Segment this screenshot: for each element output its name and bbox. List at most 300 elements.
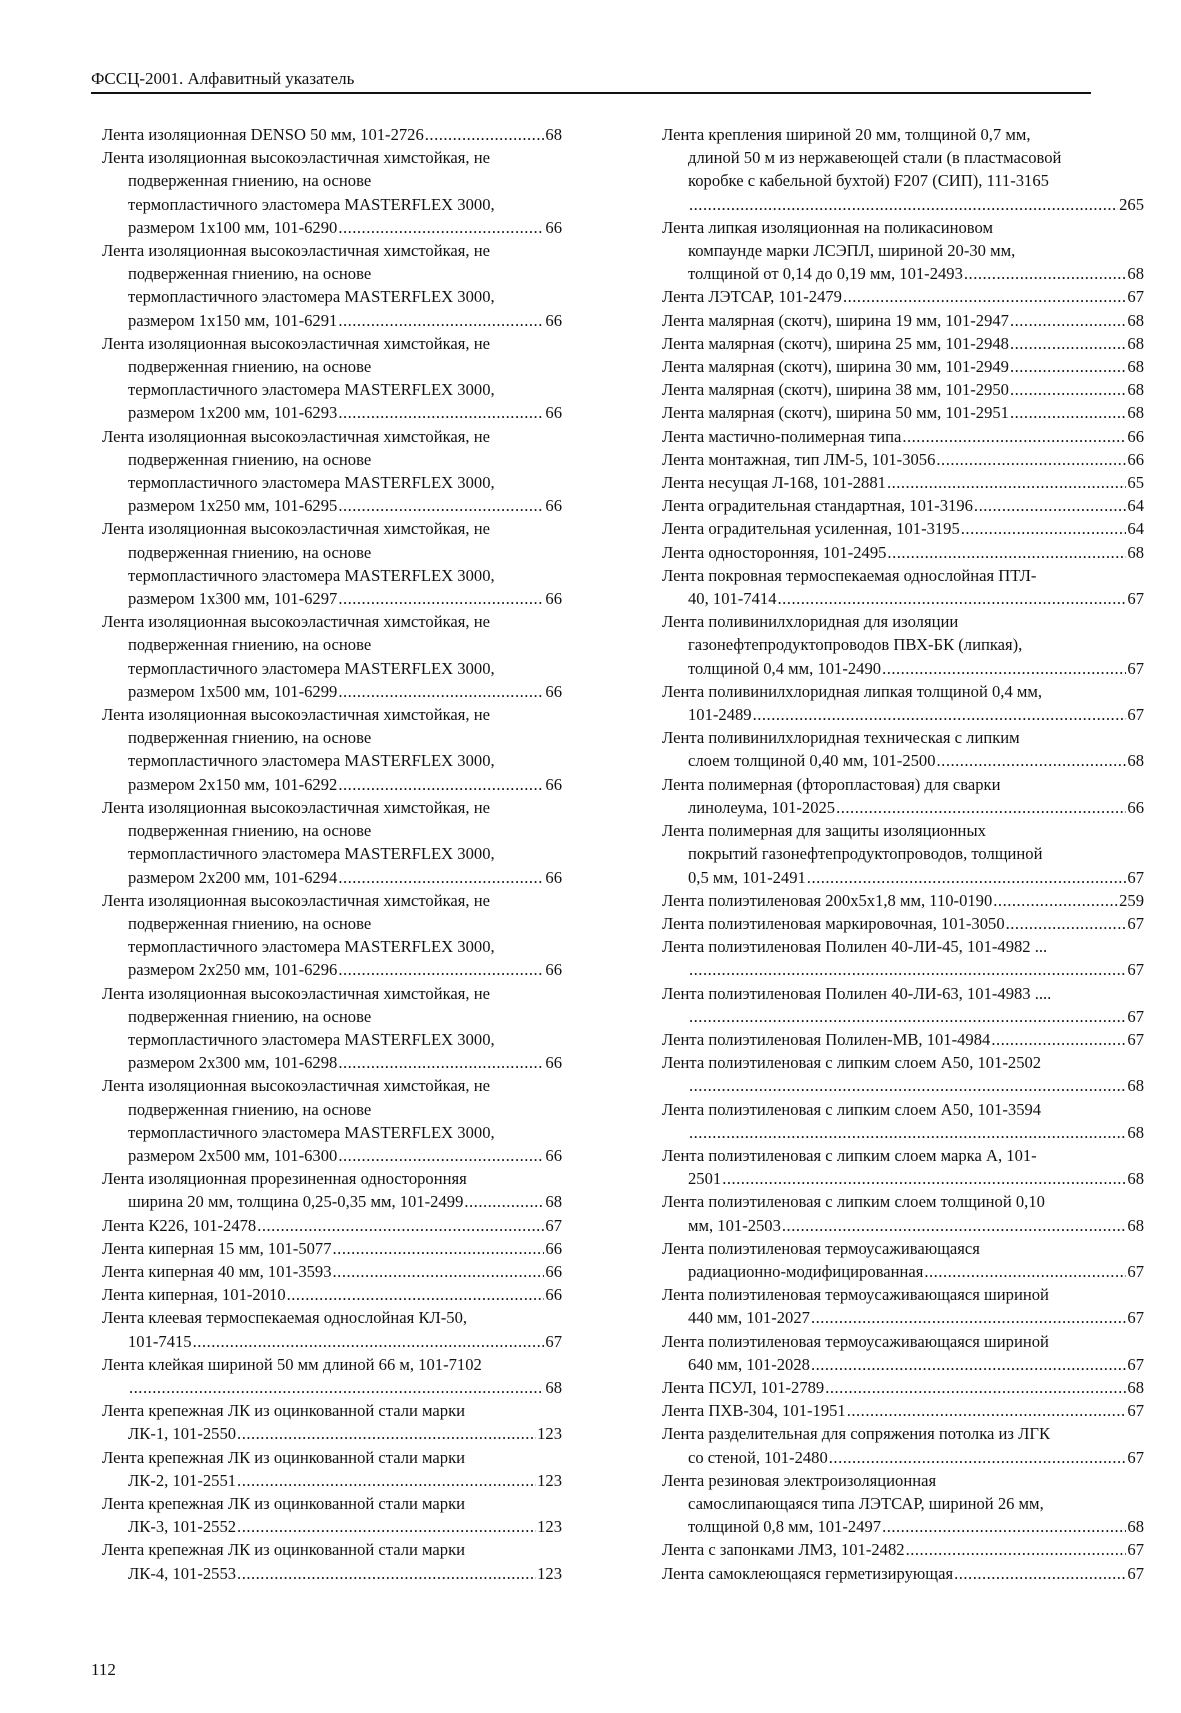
index-entry bbox=[662, 1051, 1144, 1097]
index-entry-text: Лента киперная 40 мм, 101-3593 bbox=[102, 1261, 332, 1281]
dot-leader bbox=[338, 1051, 544, 1074]
index-entry-text: мм, 101-2503 bbox=[688, 1215, 781, 1235]
index-entry-line bbox=[102, 1144, 562, 1167]
index-entry-text: Лента полиэтиленовая 200x5x1,8 мм, 110-0190 bbox=[662, 890, 993, 910]
index-column-left bbox=[102, 123, 562, 1585]
index-entry bbox=[662, 448, 1144, 471]
index-entry-page: 265 bbox=[1119, 194, 1144, 214]
index-entry-page: 123 bbox=[537, 1563, 562, 1583]
index-entry-page: 66 bbox=[545, 1053, 562, 1073]
index-entry-line bbox=[662, 1190, 1144, 1213]
index-entry-text: Лента малярная (скотч), ширина 25 мм, 101-2948 bbox=[662, 333, 1009, 353]
index-entry-line bbox=[102, 1214, 562, 1237]
dot-leader bbox=[425, 123, 545, 146]
index-entry-text: термопластичного эластомера MASTERFLEX 3000, bbox=[128, 937, 495, 957]
dot-leader bbox=[974, 494, 1126, 517]
index-entry-page: 68 bbox=[1127, 1169, 1144, 1189]
index-entry-text: Лента полиэтиленовая с липким слоем толщиной 0,10 bbox=[662, 1192, 1045, 1212]
index-entry bbox=[102, 239, 562, 332]
dot-leader bbox=[689, 1121, 1126, 1144]
dot-leader bbox=[338, 401, 544, 424]
index-entry-page: 68 bbox=[1127, 380, 1144, 400]
index-entry bbox=[102, 517, 562, 610]
index-entry-line bbox=[662, 169, 1144, 192]
index-entry-line bbox=[102, 1376, 562, 1399]
dot-leader bbox=[689, 193, 1118, 216]
index-entry-page: 67 bbox=[1127, 1029, 1144, 1049]
index-entry-line bbox=[102, 889, 562, 912]
index-entry-text: Лента полиэтиленовая с липким слоем А50, 101-2502 bbox=[662, 1053, 1042, 1073]
index-entry bbox=[662, 773, 1144, 819]
index-entry-line bbox=[662, 309, 1144, 332]
index-entry-line bbox=[662, 1492, 1144, 1515]
index-entry-page: 68 bbox=[1127, 1076, 1144, 1096]
index-entry-line bbox=[662, 610, 1144, 633]
index-entry-page: 67 bbox=[1127, 1006, 1144, 1026]
dot-leader bbox=[882, 1515, 1126, 1538]
index-entry-text: размером 2x250 мм, 101-6296 bbox=[128, 960, 338, 980]
index-entry-text: Лента полиэтиленовая Полилен 40-ЛИ-45, 101-4982 ... bbox=[662, 937, 1048, 957]
dot-leader bbox=[993, 889, 1118, 912]
index-entry-line bbox=[102, 796, 562, 819]
index-entry-text: ЛК-1, 101-2550 bbox=[128, 1424, 237, 1444]
index-entry-line bbox=[662, 1376, 1144, 1399]
dot-leader bbox=[1010, 309, 1126, 332]
index-entry-line bbox=[662, 958, 1144, 981]
index-entry bbox=[102, 889, 562, 982]
index-entry-text: Лента оградительная усиленная, 101-3195 bbox=[662, 519, 960, 539]
index-entry bbox=[102, 1074, 562, 1167]
index-entry-text: Лента ПСУЛ, 101-2789 bbox=[662, 1377, 825, 1397]
index-entry-line bbox=[102, 216, 562, 239]
index-entry-page: 67 bbox=[545, 1331, 562, 1351]
dot-leader bbox=[338, 1144, 544, 1167]
index-entry-line bbox=[102, 657, 562, 680]
index-entry-text: толщиной 0,8 мм, 101-2497 bbox=[688, 1517, 882, 1537]
index-entry bbox=[662, 541, 1144, 564]
index-entry-text: термопластичного эластомера MASTERFLEX 3000, bbox=[128, 194, 495, 214]
dot-leader bbox=[1010, 332, 1126, 355]
dot-leader bbox=[257, 1214, 544, 1237]
dot-leader bbox=[237, 1469, 536, 1492]
index-entry-line bbox=[662, 1330, 1144, 1353]
dot-leader bbox=[807, 866, 1127, 889]
index-entry-line bbox=[662, 564, 1144, 587]
index-entry-text: Лента киперная 15 мм, 101-5077 bbox=[102, 1238, 332, 1258]
index-entry-page: 66 bbox=[545, 774, 562, 794]
index-entry-text: Лента полиэтиленовая маркировочная, 101-3050 bbox=[662, 913, 1005, 933]
index-entry-line bbox=[102, 378, 562, 401]
index-entry-page: 66 bbox=[545, 403, 562, 423]
dot-leader bbox=[193, 1330, 545, 1353]
index-entry-page: 66 bbox=[545, 310, 562, 330]
dot-leader bbox=[782, 1214, 1127, 1237]
dot-leader bbox=[954, 1562, 1126, 1585]
index-entry-text: Лента односторонняя, 101-2495 bbox=[662, 542, 887, 562]
dot-leader bbox=[778, 587, 1127, 610]
index-entry-line bbox=[102, 1121, 562, 1144]
index-entry-line bbox=[102, 1005, 562, 1028]
index-entry bbox=[102, 1492, 562, 1538]
index-entry-line bbox=[662, 1237, 1144, 1260]
index-entry-page: 68 bbox=[1127, 751, 1144, 771]
index-entry-page: 67 bbox=[1127, 1354, 1144, 1374]
index-entry-line bbox=[662, 1144, 1144, 1167]
index-entry-line bbox=[662, 1353, 1144, 1376]
index-entry-text: длиной 50 м из нержавеющей стали (в пластмасовой bbox=[688, 148, 1062, 168]
index-entry-line bbox=[662, 146, 1144, 169]
index-entry bbox=[102, 332, 562, 425]
index-entry-page: 67 bbox=[1127, 589, 1144, 609]
index-entry-page: 67 bbox=[1127, 1540, 1144, 1560]
index-entry-text: термопластичного эластомера MASTERFLEX 3000, bbox=[128, 380, 495, 400]
dot-leader bbox=[338, 680, 544, 703]
index-entry-text: Лента поливинилхлоридная техническая с липким bbox=[662, 728, 1020, 748]
index-entry-text: Лента малярная (скотч), ширина 30 мм, 101-2949 bbox=[662, 357, 1009, 377]
index-entry-line bbox=[662, 193, 1144, 216]
index-entry-line bbox=[102, 309, 562, 332]
index-entry-text: Лента липкая изоляционная на поликасиновом bbox=[662, 217, 993, 237]
index-entry-line bbox=[662, 1469, 1144, 1492]
index-entry-line bbox=[662, 378, 1144, 401]
dot-leader bbox=[338, 773, 544, 796]
index-entry-text: Лента изоляционная высокоэластичная химстойкая, не bbox=[102, 705, 490, 725]
index-entry-text: Лента полиэтиленовая Полилен 40-ЛИ-63, 101-4983 .... bbox=[662, 983, 1052, 1003]
index-entry-line bbox=[102, 982, 562, 1005]
index-entry bbox=[102, 1446, 562, 1492]
page-number: 112 bbox=[91, 1660, 116, 1679]
index-entry-text: размером 1x500 мм, 101-6299 bbox=[128, 681, 338, 701]
index-entry-line bbox=[102, 494, 562, 517]
index-entry-line bbox=[662, 1214, 1144, 1237]
index-entry-line bbox=[102, 1515, 562, 1538]
index-entry-text: Лента полиэтиленовая термоусаживающаяся bbox=[662, 1238, 980, 1258]
index-entry-page: 67 bbox=[1127, 1308, 1144, 1328]
index-entry-page: 68 bbox=[545, 1192, 562, 1212]
index-entry-text: Лента изоляционная высокоэластичная химстойкая, не bbox=[102, 612, 490, 632]
index-entry-text: подверженная гниению, на основе bbox=[128, 821, 372, 841]
index-entry-line bbox=[102, 1190, 562, 1213]
index-entry bbox=[102, 610, 562, 703]
index-entry-line bbox=[102, 1469, 562, 1492]
index-entry bbox=[662, 935, 1144, 981]
index-entry-line bbox=[102, 1306, 562, 1329]
index-entry-text: ЛК-3, 101-2552 bbox=[128, 1517, 237, 1537]
index-entry-page: 66 bbox=[545, 867, 562, 887]
index-entry-page: 68 bbox=[1127, 403, 1144, 423]
index-entry-page: 66 bbox=[1127, 797, 1144, 817]
index-entry-page: 68 bbox=[545, 125, 562, 144]
index-entry bbox=[662, 471, 1144, 494]
index-entry-page: 67 bbox=[1127, 913, 1144, 933]
index-entry-page: 67 bbox=[1127, 705, 1144, 725]
index-entry-text: Лента крепежная ЛК из оцинкованной стали марки bbox=[102, 1493, 466, 1513]
index-entry-line bbox=[102, 749, 562, 772]
index-entry-page: 68 bbox=[1127, 357, 1144, 377]
dot-leader bbox=[689, 958, 1126, 981]
dot-leader bbox=[936, 448, 1126, 471]
index-entry-text: Лента ЛЭТСАР, 101-2479 bbox=[662, 287, 842, 307]
index-entry-text: Лента с запонками ЛМЗ, 101-2482 bbox=[662, 1540, 905, 1560]
index-entry-page: 66 bbox=[545, 1285, 562, 1305]
index-entry-page: 68 bbox=[1127, 542, 1144, 562]
index-entry-line bbox=[662, 541, 1144, 564]
index-entry bbox=[662, 1144, 1144, 1190]
index-entry-line bbox=[102, 633, 562, 656]
index-entry-text: размером 2x150 мм, 101-6292 bbox=[128, 774, 338, 794]
index-entry bbox=[662, 982, 1144, 1028]
index-entry-line bbox=[102, 1028, 562, 1051]
dot-leader bbox=[882, 657, 1126, 680]
index-entry-text: Лента мастично-полимерная типа bbox=[662, 426, 902, 446]
index-entry-line bbox=[662, 216, 1144, 239]
dot-leader bbox=[811, 1306, 1126, 1329]
index-entry-text: радиационно-модифицированная bbox=[688, 1261, 924, 1281]
index-entry-line bbox=[102, 1422, 562, 1445]
index-entry bbox=[662, 216, 1144, 286]
dot-leader bbox=[338, 958, 544, 981]
index-entry-line bbox=[662, 1446, 1144, 1469]
index-entry-text: Лента полимерная для защиты изоляционных bbox=[662, 821, 986, 841]
dot-leader bbox=[689, 1005, 1126, 1028]
index-entry-page: 64 bbox=[1127, 519, 1144, 539]
index-entry bbox=[662, 726, 1144, 772]
index-entry-text: Лента несущая Л-168, 101-2881 bbox=[662, 473, 886, 493]
index-entry-line bbox=[102, 471, 562, 494]
index-entry bbox=[102, 1214, 562, 1237]
index-entry bbox=[662, 1330, 1144, 1376]
index-entry-text: Лента крепления шириной 20 мм, толщиной 0,7 мм, bbox=[662, 125, 1031, 144]
index-entry-text: Лента поливинилхлоридная для изоляции bbox=[662, 612, 959, 632]
index-entry-line bbox=[662, 471, 1144, 494]
index-entry-text: Лента изоляционная высокоэластичная химстойкая, не bbox=[102, 797, 490, 817]
index-entry-page: 67 bbox=[1127, 960, 1144, 980]
index-entry-page: 66 bbox=[545, 1145, 562, 1165]
index-entry-text: 101-2489 bbox=[688, 705, 752, 725]
index-entry bbox=[662, 1190, 1144, 1236]
index-entry bbox=[662, 1028, 1144, 1051]
index-entry-page: 68 bbox=[1127, 264, 1144, 284]
index-entry-line bbox=[662, 332, 1144, 355]
index-entry-text: Лента К226, 101-2478 bbox=[102, 1215, 257, 1235]
index-entry bbox=[662, 355, 1144, 378]
index-entry-page: 64 bbox=[1127, 496, 1144, 516]
index-entry-page: 66 bbox=[545, 217, 562, 237]
index-entry-text: подверженная гниению, на основе bbox=[128, 913, 372, 933]
index-entry-line bbox=[102, 842, 562, 865]
index-entry-text: со стеной, 101-2480 bbox=[688, 1447, 828, 1467]
index-entry bbox=[662, 889, 1144, 912]
index-entry-line bbox=[102, 1051, 562, 1074]
index-entry-line bbox=[662, 262, 1144, 285]
index-entry-text: Лента изоляционная высокоэластичная химстойкая, не bbox=[102, 983, 490, 1003]
index-entry-text: 2501 bbox=[688, 1169, 722, 1189]
index-entry-text: размером 1x300 мм, 101-6297 bbox=[128, 589, 338, 609]
index-entry-page: 66 bbox=[545, 589, 562, 609]
index-entry-line bbox=[102, 1492, 562, 1515]
index-entry-line bbox=[102, 146, 562, 169]
index-entry-text: Лента покровная термоспекаемая однослойная ПТЛ- bbox=[662, 565, 1037, 585]
index-entry-page: 66 bbox=[1127, 426, 1144, 446]
index-entry-line bbox=[102, 703, 562, 726]
dot-leader bbox=[237, 1515, 536, 1538]
index-entry bbox=[662, 1098, 1144, 1144]
index-entry-line bbox=[662, 1167, 1144, 1190]
index-entry-text: 640 мм, 101-2028 bbox=[688, 1354, 810, 1374]
index-entry-text: толщиной 0,4 мм, 101-2490 bbox=[688, 658, 882, 678]
index-entry bbox=[662, 1237, 1144, 1283]
index-entry-line bbox=[102, 123, 562, 146]
index-entry-line bbox=[662, 1121, 1144, 1144]
index-entry-text: Лента поливинилхлоридная липкая толщиной 0,4 мм, bbox=[662, 681, 1043, 701]
index-entry-text: 40, 101-7414 bbox=[688, 589, 777, 609]
index-entry-page: 67 bbox=[1127, 867, 1144, 887]
index-entry-page: 259 bbox=[1119, 890, 1144, 910]
dot-leader bbox=[237, 1562, 536, 1585]
index-entry bbox=[662, 1469, 1144, 1539]
index-entry bbox=[662, 332, 1144, 355]
index-entry-line bbox=[662, 285, 1144, 308]
index-entry-text: Лента полиэтиленовая термоусаживающаяся шириной bbox=[662, 1331, 1049, 1351]
dot-leader bbox=[1010, 355, 1126, 378]
dot-leader bbox=[829, 1446, 1127, 1469]
index-entry-text: Лента полиэтиленовая с липким слоем А50, 101-3594 bbox=[662, 1099, 1042, 1119]
dot-leader bbox=[887, 541, 1126, 564]
index-entry-line bbox=[662, 796, 1144, 819]
index-entry-line bbox=[662, 448, 1144, 471]
index-entry-line bbox=[102, 448, 562, 471]
index-entry bbox=[662, 494, 1144, 517]
index-entry-text: линолеума, 101-2025 bbox=[688, 797, 836, 817]
index-entry-line bbox=[102, 517, 562, 540]
index-entry bbox=[662, 564, 1144, 610]
index-entry bbox=[102, 1353, 562, 1399]
index-entry-line bbox=[662, 494, 1144, 517]
index-entry-line bbox=[662, 657, 1144, 680]
index-entry-text: размером 1x100 мм, 101-6290 bbox=[128, 217, 338, 237]
index-entry-text: размером 2x300 мм, 101-6298 bbox=[128, 1053, 338, 1073]
dot-leader bbox=[338, 309, 544, 332]
dot-leader bbox=[129, 1376, 544, 1399]
index-entry-line bbox=[662, 1260, 1144, 1283]
index-entry-page: 66 bbox=[545, 960, 562, 980]
index-entry bbox=[102, 982, 562, 1075]
index-entry-text: Лента киперная, 101-2010 bbox=[102, 1285, 286, 1305]
index-entry-line bbox=[662, 1399, 1144, 1422]
index-entry-text: ЛК-4, 101-2553 bbox=[128, 1563, 237, 1583]
index-entry-text: Лента малярная (скотч), ширина 19 мм, 101-2947 bbox=[662, 310, 1009, 330]
index-entry-text: коробке с кабельной бухтой) F207 (СИП), 111-3165 bbox=[688, 171, 1049, 191]
index-entry bbox=[102, 146, 562, 239]
dot-leader bbox=[887, 471, 1126, 494]
index-entry-text: Лента полиэтиленовая с липким слоем марка А, 101- bbox=[662, 1145, 1037, 1165]
index-entry-line bbox=[662, 1306, 1144, 1329]
dot-leader bbox=[753, 703, 1127, 726]
index-entry bbox=[662, 1422, 1144, 1468]
index-entry-line bbox=[662, 1028, 1144, 1051]
dot-leader bbox=[961, 517, 1127, 540]
index-entry-text: Лента монтажная, тип ЛМ-5, 101-3056 bbox=[662, 449, 936, 469]
index-entry-page: 67 bbox=[1127, 1261, 1144, 1281]
index-entry-line bbox=[102, 680, 562, 703]
index-entry-text: Лента изоляционная высокоэластичная химстойкая, не bbox=[102, 1076, 490, 1096]
index-entry-text: Лента изоляционная высокоэластичная химстойкая, не bbox=[102, 148, 490, 168]
index-entry-page: 68 bbox=[1127, 1517, 1144, 1537]
index-entry-text: термопластичного эластомера MASTERFLEX 3000, bbox=[128, 658, 495, 678]
index-entry-line bbox=[102, 355, 562, 378]
index-entry-page: 67 bbox=[545, 1215, 562, 1235]
dot-leader bbox=[924, 1260, 1126, 1283]
index-entry-text: Лента полимерная (фторопластовая) для сварки bbox=[662, 774, 1001, 794]
dot-leader bbox=[906, 1538, 1127, 1561]
index-entry-text: термопластичного эластомера MASTERFLEX 3000, bbox=[128, 473, 495, 493]
dot-leader bbox=[1010, 401, 1126, 424]
dot-leader bbox=[843, 285, 1126, 308]
index-entry-line bbox=[662, 703, 1144, 726]
dot-leader bbox=[902, 425, 1126, 448]
index-entry-line bbox=[102, 1283, 562, 1306]
index-entry-text: слоем толщиной 0,40 мм, 101-2500 bbox=[688, 751, 936, 771]
index-entry-text: подверженная гниению, на основе bbox=[128, 264, 372, 284]
index-entry-line bbox=[662, 935, 1144, 958]
index-entry-text: Лента изоляционная высокоэластичная химстойкая, не bbox=[102, 241, 490, 261]
index-entry-text: Лента резиновая электроизоляционная bbox=[662, 1470, 937, 1490]
index-entry-text: термопластичного эластомера MASTERFLEX 3000, bbox=[128, 1122, 495, 1142]
index-entry-text: толщиной от 0,14 до 0,19 мм, 101-2493 bbox=[688, 264, 963, 284]
index-entry-line bbox=[102, 1237, 562, 1260]
index-entry-line bbox=[102, 425, 562, 448]
dot-leader bbox=[1006, 912, 1127, 935]
index-entry-line bbox=[662, 842, 1144, 865]
index-entry-text: Лента изоляционная высокоэластичная химстойкая, не bbox=[102, 333, 490, 353]
index-entry-line bbox=[662, 1098, 1144, 1121]
index-entry bbox=[102, 425, 562, 518]
index-entry bbox=[662, 517, 1144, 540]
index-entry-text: подверженная гниению, на основе bbox=[128, 542, 372, 562]
index-entry-page: 67 bbox=[1127, 287, 1144, 307]
index-entry-line bbox=[102, 239, 562, 262]
index-entry-line bbox=[662, 123, 1144, 146]
index-entry-text: Лента изоляционная DENSO 50 мм, 101-2726 bbox=[102, 125, 424, 144]
index-entry-line bbox=[662, 982, 1144, 1005]
index-entry-text: Лента клейкая шириной 50 мм длиной 66 м, 101-7102 bbox=[102, 1354, 482, 1374]
index-entry bbox=[102, 1283, 562, 1306]
dot-leader bbox=[825, 1376, 1126, 1399]
dot-leader bbox=[689, 1074, 1126, 1097]
index-entry bbox=[102, 1237, 562, 1260]
index-entry-line bbox=[662, 1422, 1144, 1445]
index-entry-line bbox=[102, 1562, 562, 1585]
index-entry-page: 67 bbox=[1127, 1563, 1144, 1583]
index-entry-line bbox=[662, 1562, 1144, 1585]
index-entry-line bbox=[102, 958, 562, 981]
index-entry-text: Лента изоляционная прорезиненная односторонняя bbox=[102, 1169, 467, 1189]
dot-leader bbox=[991, 1028, 1126, 1051]
dot-leader bbox=[333, 1260, 545, 1283]
index-entry-line bbox=[102, 1098, 562, 1121]
index-entry-line bbox=[102, 169, 562, 192]
index-entry-text: самослипающаяся типа ЛЭТСАР, шириной 26 мм, bbox=[688, 1493, 1044, 1513]
index-entry-line bbox=[662, 773, 1144, 796]
index-entry bbox=[662, 1538, 1144, 1561]
index-entry bbox=[662, 819, 1144, 889]
index-entry-page: 123 bbox=[537, 1424, 562, 1444]
index-entry-line bbox=[662, 587, 1144, 610]
index-entry-line bbox=[662, 889, 1144, 912]
index-entry-line bbox=[102, 1074, 562, 1097]
index-entry bbox=[662, 309, 1144, 332]
index-entry-text: Лента клеевая термоспекаемая однослойная КЛ-50, bbox=[102, 1308, 468, 1328]
